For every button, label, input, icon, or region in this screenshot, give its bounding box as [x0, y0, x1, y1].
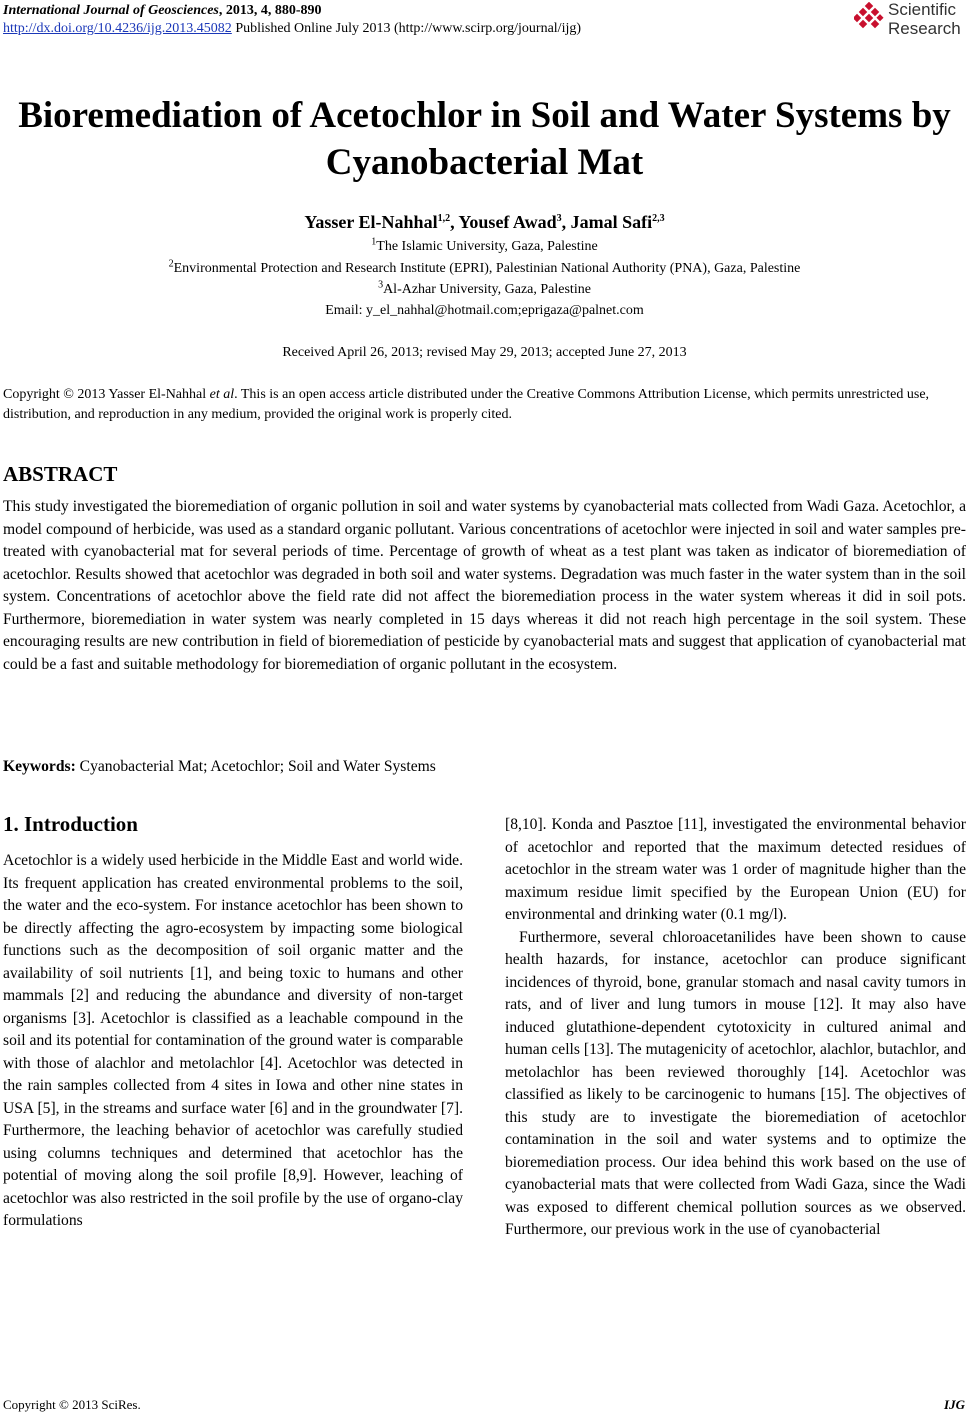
affiliation-text: Environmental Protection and Research Institute (EPRI), Palestinian National Authority (PNA), Gaza, Palestine [173, 261, 801, 276]
title-line-1: Bioremediation of Acetochlor in Soil and Water Systems by [18, 95, 951, 136]
journal-name: International Journal of Geosciences [3, 3, 219, 18]
affiliation-marker: 3 [378, 279, 384, 291]
keywords-label: Keywords: [3, 758, 76, 775]
affiliation-text: Al-Azhar University, Gaza, Palestine [383, 282, 591, 297]
logo-line-2: Research [888, 19, 961, 38]
intro-heading: 1. Introduction [3, 812, 138, 836]
author-3-affil: 2,3 [652, 213, 665, 224]
intro-right-column [505, 814, 966, 1242]
doi-line [3, 20, 581, 38]
affiliation-2 [0, 260, 969, 278]
copyright-pre: Copyright © 2013 Yasser El-Nahhal [3, 387, 210, 402]
keywords-text: Cyanobacterial Mat; Acetochlor; Soil and Water Systems [75, 758, 436, 775]
published-info: Published Online July 2013 (http://www.scirp.org/journal/ijg) [231, 21, 582, 36]
copyright-etal: et al [209, 387, 235, 402]
doi-link[interactable]: http://dx.doi.org/10.4236/ijg.2013.45082 [3, 21, 232, 36]
affiliation-3 [0, 281, 969, 299]
intro-paragraph-2: Furthermore, several chloroacetanilides have been shown to cause health hazards, for instance, acetochlor can produce significant incidences of thyroid, bone, granular stomach and nasal cavity tumors in rats, and of liver and lung tumors in mouse [12]. It may also have induced glutathione-dependent cytotoxicity in cultured animal and human cells [13]. The mutagenicity of acetochlor, alachlor, butachlor, and metolachlor has been reviewed thoroughly [14]. Acetochlor was classified as likely to be carcinogenic to humans [15]. The objectives of this study are to investigate the bioremediation of acetochlor contamination in the soil and water systems and to optimize the bioremediation process. Our idea behind this work based on the use of cyanobacterial mats that were collected from Wadi Gaza, since the Wadi was exposed to different chemical pollution sources as we observed. Furthermore, our previous work in the use of cyanobacterial [505, 928, 966, 1238]
author-separator: , [561, 212, 571, 232]
intro-left-column [3, 850, 463, 1233]
footer-copyright: Copyright © 2013 SciRes. [3, 1397, 141, 1412]
author-1: Yasser El-Nahhal [304, 212, 438, 232]
author-2-affil: 3 [556, 213, 562, 224]
footer-journal-abbrev: IJG [944, 1397, 965, 1412]
affiliation-text: The Islamic University, Gaza, Palestine [376, 239, 598, 254]
journal-header [3, 2, 322, 20]
journal-details: , 2013, 4, 880-890 [218, 3, 322, 18]
title-line-2: Cyanobacterial Mat [325, 142, 644, 183]
author-separator: , [450, 212, 459, 232]
intro-paragraph-1: Acetochlor is a widely used herbicide in the Middle East and world wide. Its frequent application has created environmental problems to the soil, the water and the eco-system. For instance acetochlor has been shown to be directly affecting the agro-ecosystem by impacting some biological functions such as the decomposition of soil organic matter and the availability of soil nutrients [1], and being toxic to humans and other mammals [2] and reducing the abundance and diversity of non-target organisms [3]. Acetochlor is classified as a leachable compound in the soil and its potential for contamination of the ground water is comparable with those of alachlor and metolachlor [4]. Acetochlor was detected in the rain samples collected from 4 sites in Iowa and other nine states in USA [5], in the streams and surface water [6] and in the groundwater [7]. Furthermore, the leaching behavior of acetochlor was carefully studied using columns techniques and determined that acetochlor has the potential of moving along the soil profile [8,9]. However, leaching of acetochlor was also restricted in the soil profile by the use of organo-clay formulations [3, 852, 463, 1229]
keywords [3, 757, 436, 777]
copyright-notice [3, 385, 966, 425]
author-2: Yousef Awad [458, 212, 557, 232]
abstract-body: This study investigated the bioremediation of organic pollution in soil and water systems by cyanobacterial mats collected from Wadi Gaza. Acetochlor, a model compound of herbicide, was used as a standard organic pollutant. Various concentrations of acetochlor were injected in soil and water samples pre-treated with cyanobacterial mat for several periods of time. Percentage of growth of wheat as a test plant was taken as indicator of bioremediation of acetochlor. Results showed that acetochlor was degraded in both soil and water systems. Degradation was much faster in the water system than in the soil system. Concentrations of acetochlor above the field rate did not affect the bioremediation process in the water system whereas it did in soil pots. Furthermore, bioremediation in water system was nearly completed in 15 days whereas it did not reach high percentage in the soil system. These encouraging results are new contribution in field of bioremediation of pesticide by cyanobacterial mats and suggest that application of cyanobacterial mat could be a fast and suitable methodology for bioremediation of organic pollutant in the ecosystem. [3, 498, 966, 673]
author-list [0, 211, 969, 233]
paper-title [0, 92, 969, 186]
logo-mark-icon [854, 2, 884, 32]
logo-text [888, 0, 961, 38]
affiliation-marker: 2 [168, 258, 174, 270]
email: Email: y_el_nahhal@hotmail.com;eprigaza@palnet.com [325, 303, 644, 318]
author-3: Jamal Safi [570, 212, 653, 232]
publisher-logo [854, 0, 966, 42]
intro-paragraph-1-cont: [8,10]. Konda and Pasztoe [11], investigated the environmental behavior of acetochlor and reported that the maximum detected residues of acetochlor in the stream water was 1 order of magnitude higher than the maximum residue limit specified by the European Union (EU) for environmental and drinking water (0.1 mg/l). [505, 816, 966, 923]
copyright-post: . This is an open access article distributed under the Creative Commons Attribution License, which permits unrestricted use, distribution, and reproduction in any medium, provided the original work is properly cited. [3, 387, 930, 422]
author-1-affil: 1,2 [437, 213, 451, 224]
affiliation-marker: 1 [371, 236, 377, 248]
logo-line-1: Scientific [888, 0, 957, 19]
affiliation-1 [0, 238, 969, 256]
abstract-heading: ABSTRACT [3, 462, 118, 486]
received-dates: Received April 26, 2013; revised May 29, 2013; accepted June 27, 2013 [282, 345, 687, 360]
